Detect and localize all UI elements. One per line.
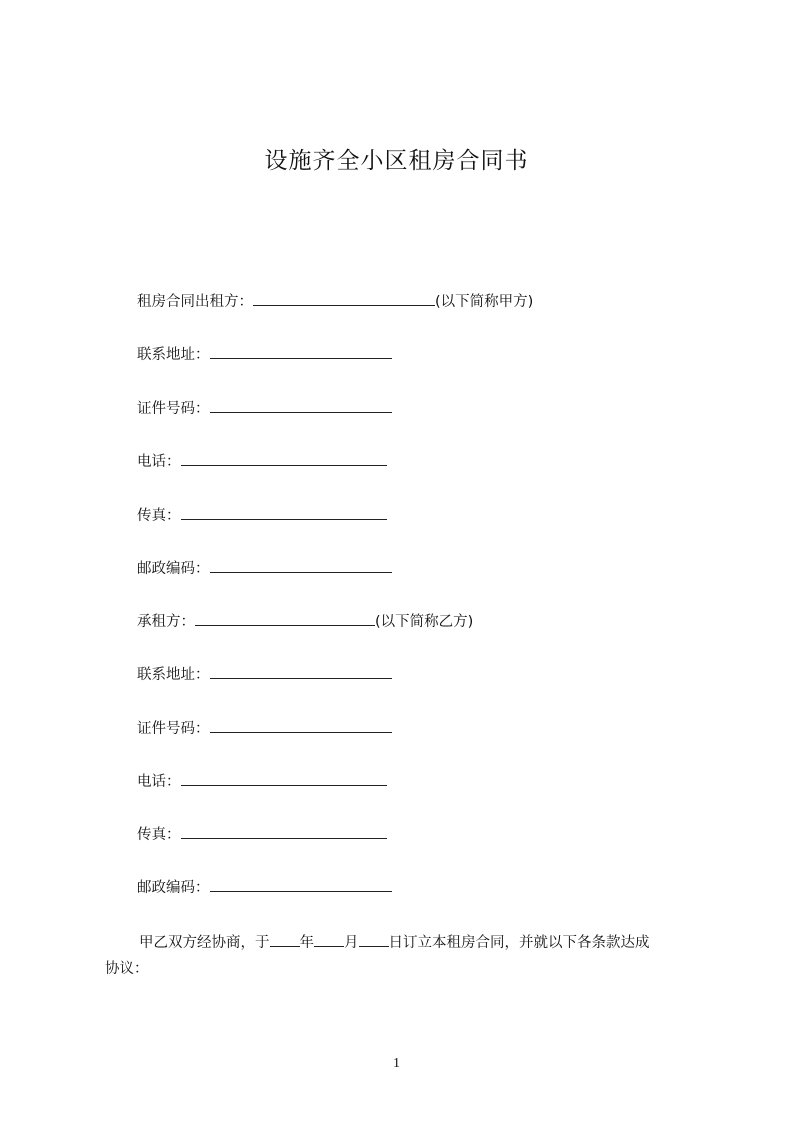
lessor-address-label: 联系地址： (137, 347, 210, 363)
lessee-postcode-blank (210, 877, 392, 892)
lessee-phone-label: 电话： (137, 774, 181, 790)
agreement-part1: 甲乙双方经协商，于 (139, 935, 270, 951)
lessor-address-blank (210, 344, 392, 359)
agreement-year-blank (270, 932, 300, 947)
lessor-id-blank (210, 398, 392, 413)
agreement-line-2: 协议： (105, 961, 149, 977)
lessor-fax-label: 传真： (137, 508, 181, 524)
lessee-phone-blank (181, 771, 387, 786)
lessor-id-field (137, 398, 392, 419)
document-title: 设施齐全小区租房合同书 (264, 148, 529, 174)
lessor-name-suffix: (以下简称甲方) (435, 294, 534, 310)
lessee-name-label: 承租方： (137, 614, 195, 630)
lessee-postcode-field (137, 877, 392, 898)
agreement-month-blank (314, 932, 344, 947)
lessee-fax-label: 传真： (137, 827, 181, 843)
page-number: 1 (393, 1056, 400, 1071)
lessee-address-field (137, 664, 392, 685)
lessor-postcode-label: 邮政编码： (137, 561, 210, 577)
agreement-line-1 (105, 930, 705, 956)
lessee-phone-field (137, 771, 387, 792)
lessor-phone-field (137, 451, 387, 472)
lessor-fax-blank (181, 505, 387, 520)
lessee-id-label: 证件号码： (137, 721, 210, 737)
lessor-name-blank (253, 291, 435, 306)
lessee-name-blank (195, 611, 375, 626)
lessor-name-label: 租房合同出租方： (137, 294, 253, 310)
lessor-name-field (137, 291, 533, 312)
lessor-id-label: 证件号码： (137, 401, 210, 417)
lessee-id-field (137, 718, 392, 739)
lessee-fax-field (137, 824, 387, 845)
agreement-paragraph (105, 930, 705, 982)
lessor-phone-blank (181, 451, 387, 466)
lessee-address-label: 联系地址： (137, 667, 210, 683)
lessor-postcode-field (137, 558, 392, 579)
lessee-name-field (137, 611, 473, 632)
lessee-address-blank (210, 664, 392, 679)
agreement-day-blank (359, 932, 389, 947)
agreement-part2: 日订立本租房合同，并就以下各条款达成 (388, 935, 650, 951)
lessee-name-suffix: (以下简称乙方) (375, 614, 474, 630)
agreement-month-label: 月 (344, 935, 359, 951)
agreement-year-label: 年 (299, 935, 314, 951)
lessor-phone-label: 电话： (137, 454, 181, 470)
lessor-fax-field (137, 505, 387, 526)
lessee-fax-blank (181, 824, 387, 839)
lessor-postcode-blank (210, 558, 392, 573)
lessee-id-blank (210, 718, 392, 733)
lessor-address-field (137, 344, 392, 365)
lessee-postcode-label: 邮政编码： (137, 880, 210, 896)
